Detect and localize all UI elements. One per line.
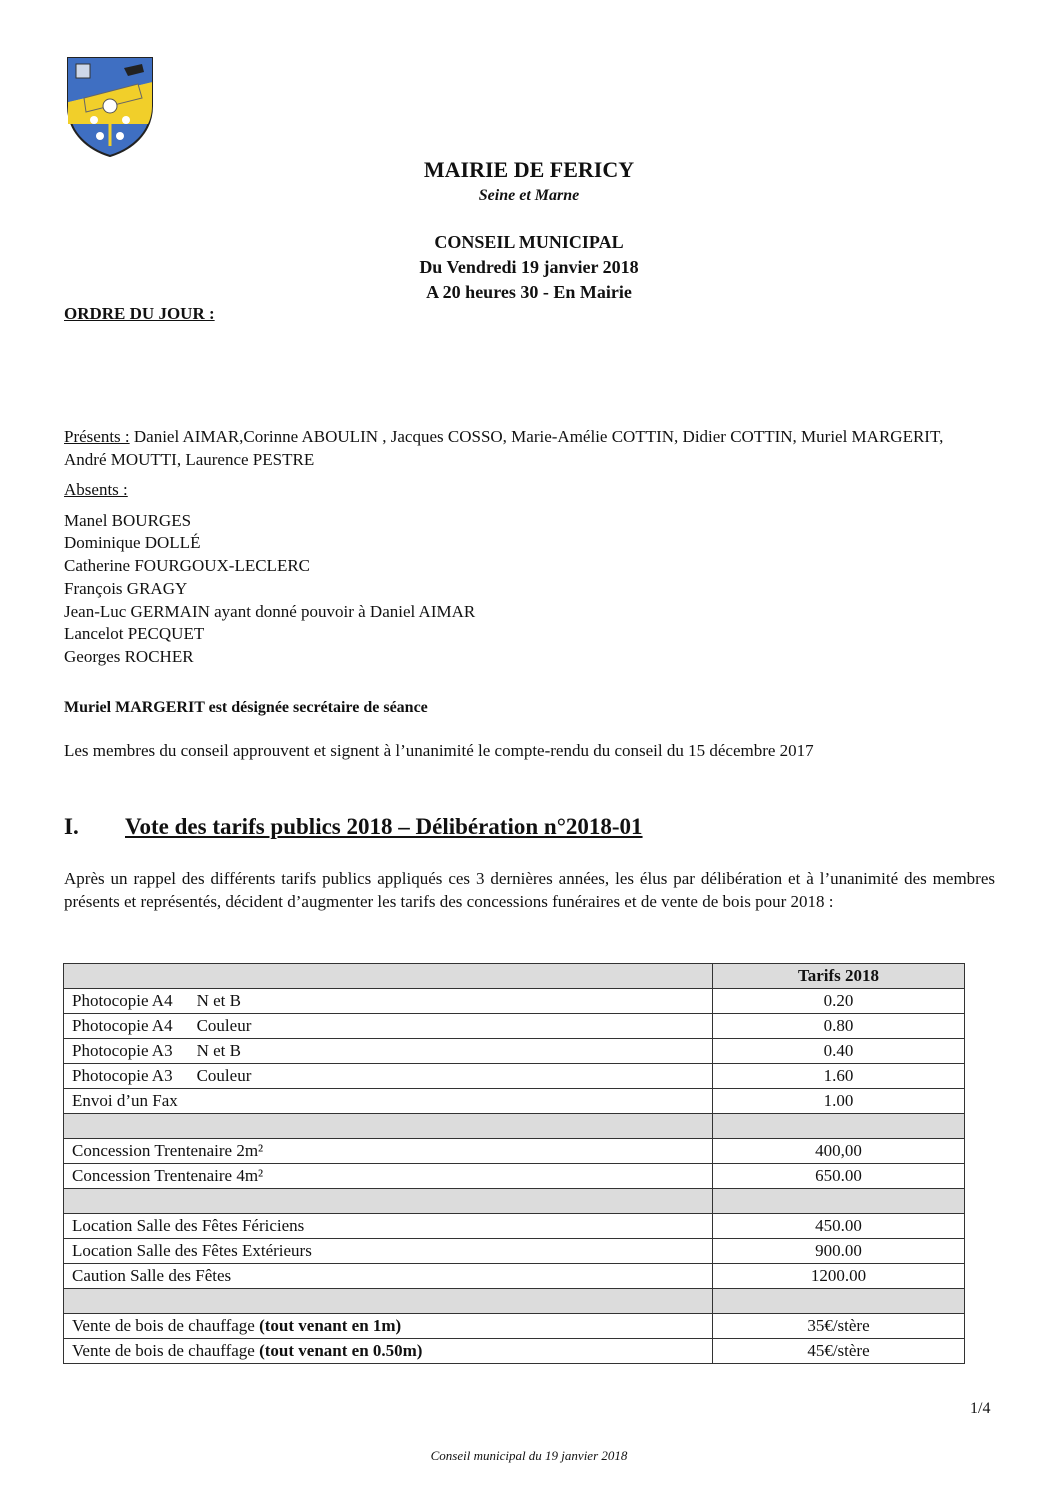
- table-row: [64, 989, 965, 1014]
- absents-block: [64, 479, 475, 669]
- row-value: 0.80: [713, 1014, 965, 1039]
- row-value: 0.40: [713, 1039, 965, 1064]
- table-header-empty: [64, 964, 713, 989]
- table-header-row: [64, 964, 965, 989]
- absent-item: Lancelot PECQUET: [64, 624, 205, 644]
- row-value: 0.20: [713, 989, 965, 1014]
- row-label: Concession Trentenaire 2m²: [64, 1139, 713, 1164]
- row-value: 1.60: [713, 1064, 965, 1089]
- agenda-label: ORDRE DU JOUR :: [64, 304, 215, 323]
- presents-paragraph: [64, 425, 984, 471]
- meeting-time-place: A 20 heures 30 - En Mairie: [426, 282, 632, 302]
- row-value: 400,00: [713, 1139, 965, 1164]
- table-row: [64, 1089, 965, 1114]
- meeting-heading: [0, 230, 1058, 305]
- table-row: [64, 1214, 965, 1239]
- table-row: [64, 1039, 965, 1064]
- page-title: MAIRIE DE FERICY: [423, 157, 635, 182]
- meeting-date: Du Vendredi 19 janvier 2018: [419, 257, 639, 277]
- row-value: 45€/stère: [713, 1339, 965, 1364]
- table-row: [64, 1164, 965, 1189]
- absent-item: François GRAGY: [64, 578, 188, 598]
- row-value: 1.00: [713, 1089, 965, 1114]
- section-number: I.: [64, 814, 79, 839]
- presents-label: Présents :: [64, 427, 130, 446]
- row-label: Envoi d’un Fax: [64, 1089, 713, 1114]
- row-value: 450.00: [713, 1214, 965, 1239]
- page-subtitle: Seine et Marne: [478, 187, 580, 204]
- row-label-bold: (tout venant en 0.50m): [259, 1341, 423, 1360]
- row-value: 900.00: [713, 1239, 965, 1264]
- row-label: Photocopie A3: [72, 1041, 173, 1060]
- row-label: Location Salle des Fêtes Extérieurs: [64, 1239, 713, 1264]
- page-number: 1/4: [970, 1400, 991, 1417]
- municipal-crest: [64, 54, 156, 158]
- row-value: 650.00: [713, 1164, 965, 1189]
- meeting-title: CONSEIL MUNICIPAL: [434, 232, 624, 252]
- row-value: 35€/stère: [713, 1314, 965, 1339]
- table-row: [64, 1264, 965, 1289]
- absent-item: Jean-Luc GERMAIN ayant donné pouvoir à Daniel AIMAR: [64, 601, 476, 621]
- section-paragraph: Après un rappel des différents tarifs publics appliqués ces 3 dernières années, les élus par délibération et à l’unanimité des membres présents et représentés, décident d’augmenter les tarifs des concessions funéraires et de vente de bois pour 2018 :: [64, 869, 995, 911]
- row-label: Photocopie A4: [72, 1016, 173, 1035]
- table-row: [64, 1139, 965, 1164]
- row-label: Vente de bois de chauffage: [72, 1316, 260, 1335]
- row-label: Location Salle des Fêtes Fériciens: [64, 1214, 713, 1239]
- row-sublabel: Couleur: [196, 1016, 252, 1035]
- absent-item: Manel BOURGES: [64, 510, 192, 530]
- row-label: Caution Salle des Fêtes: [64, 1264, 713, 1289]
- presents-list: Daniel AIMAR,Corinne ABOULIN , Jacques COSSO, Marie-Amélie COTTIN, Didier COTTIN, Muriel MARGERIT, André MOUTTI, Laurence PESTRE: [64, 427, 944, 469]
- table-separator-row: [64, 1289, 965, 1314]
- table-row: [64, 1064, 965, 1089]
- table-separator-row: [64, 1114, 965, 1139]
- table-row: [64, 1239, 965, 1264]
- section-title: Vote des tarifs publics 2018 – Délibération n°2018-01: [125, 814, 643, 839]
- row-sublabel: N et B: [196, 1041, 241, 1060]
- absent-item: Georges ROCHER: [64, 646, 194, 666]
- table-header-tarifs: Tarifs 2018: [713, 964, 965, 989]
- row-sublabel: Couleur: [196, 1066, 252, 1085]
- row-sublabel: N et B: [196, 991, 241, 1010]
- approval-line: Les membres du conseil approuvent et signent à l’unanimité le compte-rendu du conseil du 15 décembre 2017: [64, 741, 814, 760]
- absent-item: Dominique DOLLÉ: [64, 533, 201, 553]
- row-label: Photocopie A4: [72, 991, 173, 1010]
- row-label: Photocopie A3: [72, 1066, 173, 1085]
- secretary-line: Muriel MARGERIT est désignée secrétaire de séance: [64, 699, 428, 716]
- row-label: Vente de bois de chauffage: [72, 1341, 260, 1360]
- table-row: [64, 1339, 965, 1364]
- absents-label: Absents :: [64, 480, 128, 499]
- table-row: [64, 1314, 965, 1339]
- row-label: Concession Trentenaire 4m²: [64, 1164, 713, 1189]
- row-label-bold: (tout venant en 1m): [259, 1316, 402, 1335]
- table-row: [64, 1014, 965, 1039]
- absent-item: Catherine FOURGOUX-LECLERC: [64, 556, 311, 576]
- page-footer: Conseil municipal du 19 janvier 2018: [430, 1448, 628, 1463]
- tarifs-table: [63, 963, 965, 1364]
- row-value: 1200.00: [713, 1264, 965, 1289]
- table-separator-row: [64, 1189, 965, 1214]
